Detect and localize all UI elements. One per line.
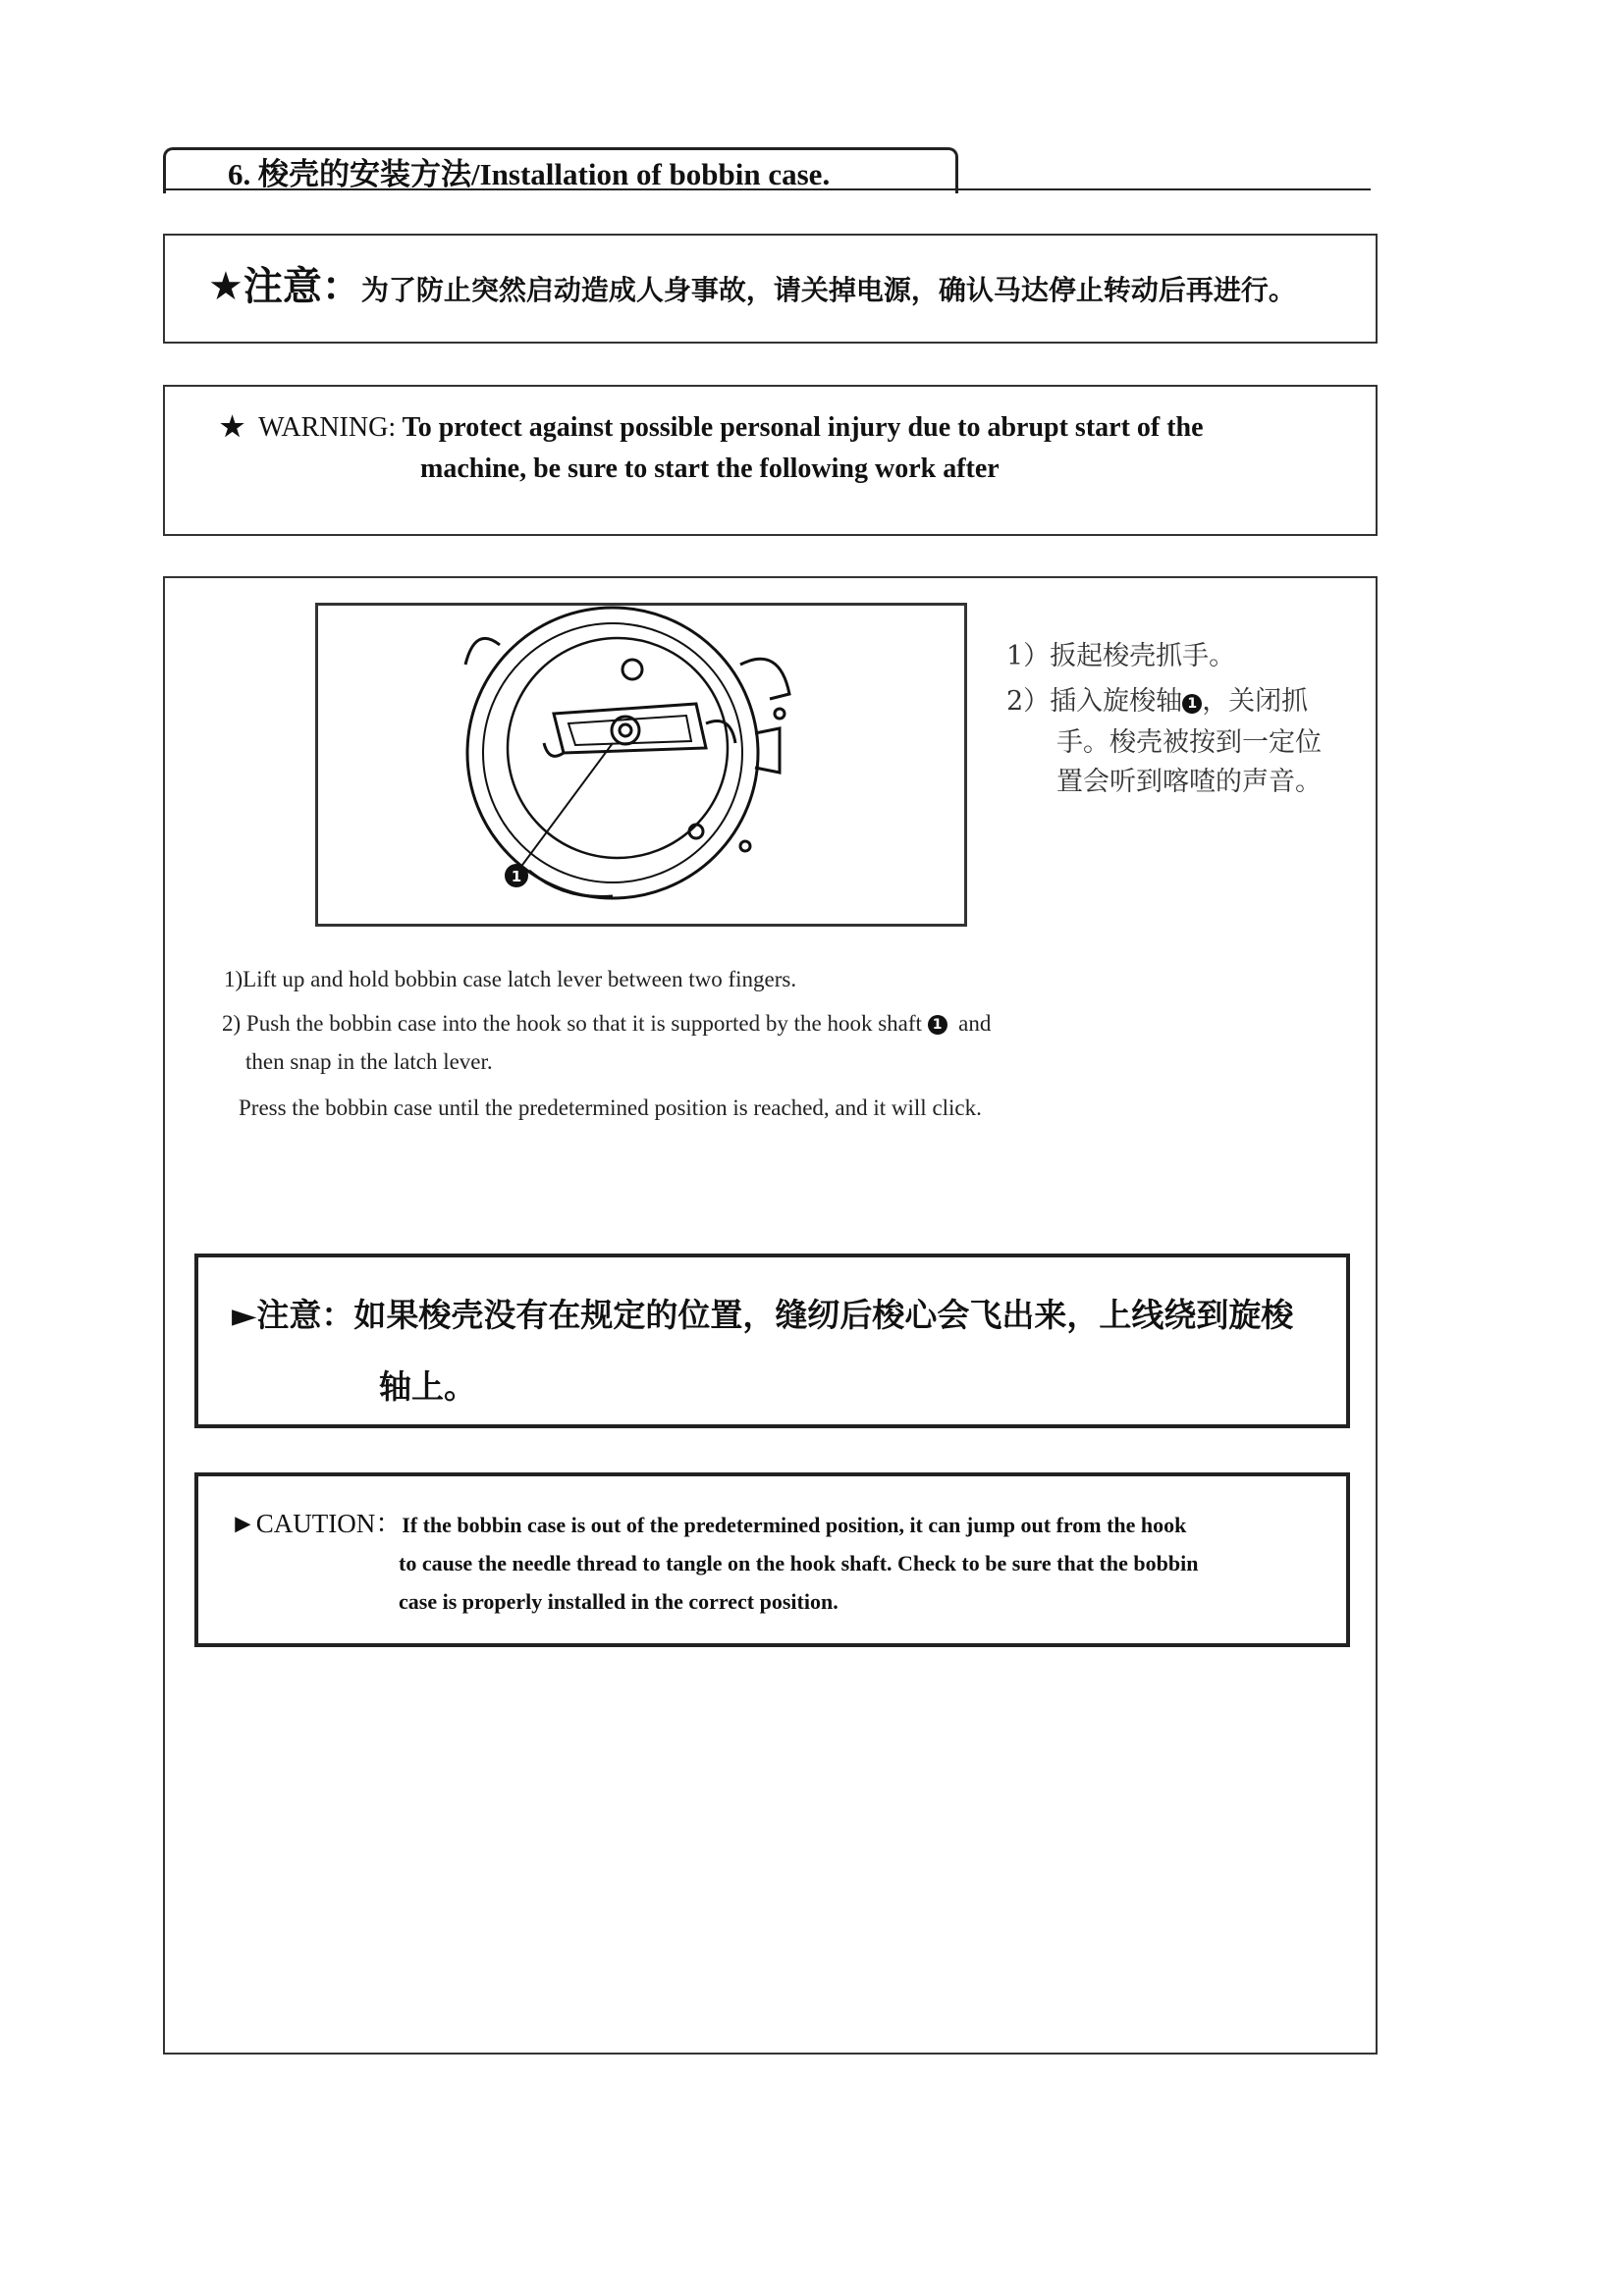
warning-en-line2: machine, be sure to start the following work after — [420, 454, 1000, 484]
warning-en-line1 — [220, 410, 1204, 444]
caution-cn-line2: 轴上。 — [379, 1367, 476, 1406]
warning-cn-text: 为了防止突然启动造成人身事故，请关掉电源，确认马达停止转动后再进行。 — [360, 274, 1296, 306]
bobbin-case-illustration — [318, 606, 964, 924]
step-en-3: Press the bobbin case until the predetermined position is reached, and it will click. — [239, 1095, 982, 1120]
step-cn-2 — [1006, 679, 1308, 718]
caution-en-line3: case is properly installed in the correct position. — [399, 1589, 839, 1614]
caution-cn-box — [194, 1254, 1350, 1428]
caution-cn-line1: ►注意：如果梭壳没有在规定的位置，缝纫后梭心会飞出来，上线绕到旋梭 — [232, 1296, 1294, 1334]
step-en-2-cont: then snap in the latch lever. — [245, 1049, 493, 1074]
warning-cn-label: ★注意： — [208, 264, 361, 309]
caution-en-text: If the bobbin case is out of the predetermined position, it can jump out from the hook — [402, 1513, 1187, 1537]
caution-en-line2: to cause the needle thread to tangle on the hook shaft. Check to be sure that the bobbin — [399, 1551, 1199, 1575]
step-en-2 — [222, 1011, 991, 1037]
step-cn-2-text-b: ，关闭抓 — [1202, 686, 1309, 717]
step-en-2-text-a: 2) Push the bobbin case into the hook so that it is supported by the hook shaft — [222, 1011, 922, 1036]
bobbin-case-figure — [315, 603, 967, 927]
step-cn-1: 1）扳起梭壳抓手。 — [1006, 641, 1236, 671]
section-title: 6. 梭壳的安装方法/Installation of bobbin case. — [228, 157, 831, 191]
warning-cn — [208, 255, 1296, 311]
caution-en-line1 — [230, 1502, 1186, 1540]
star-icon: ★ — [220, 412, 245, 443]
step-cn-2-cont-2: 置会听到喀喳的声音。 — [1056, 767, 1322, 797]
figure-callout-number: 1 — [511, 868, 522, 885]
step-en-2-text-b: and — [958, 1011, 992, 1036]
warning-en-text: To protect against possible personal injury due to abrupt start of the — [402, 412, 1204, 443]
step-cn-2-cont-1: 手。梭壳被按到一定位 — [1056, 727, 1322, 758]
step-en-1: 1)Lift up and hold bobbin case latch lever between two fingers. — [224, 967, 797, 991]
warning-en-label: WARNING: — [258, 412, 397, 443]
callout-1-icon: 1 — [1182, 694, 1202, 714]
step-cn-2-text-a: 2）插入旋梭轴 — [1006, 686, 1183, 717]
caution-en-label: ►CAUTION： — [230, 1509, 403, 1538]
callout-1-icon: 1 — [928, 1015, 947, 1035]
